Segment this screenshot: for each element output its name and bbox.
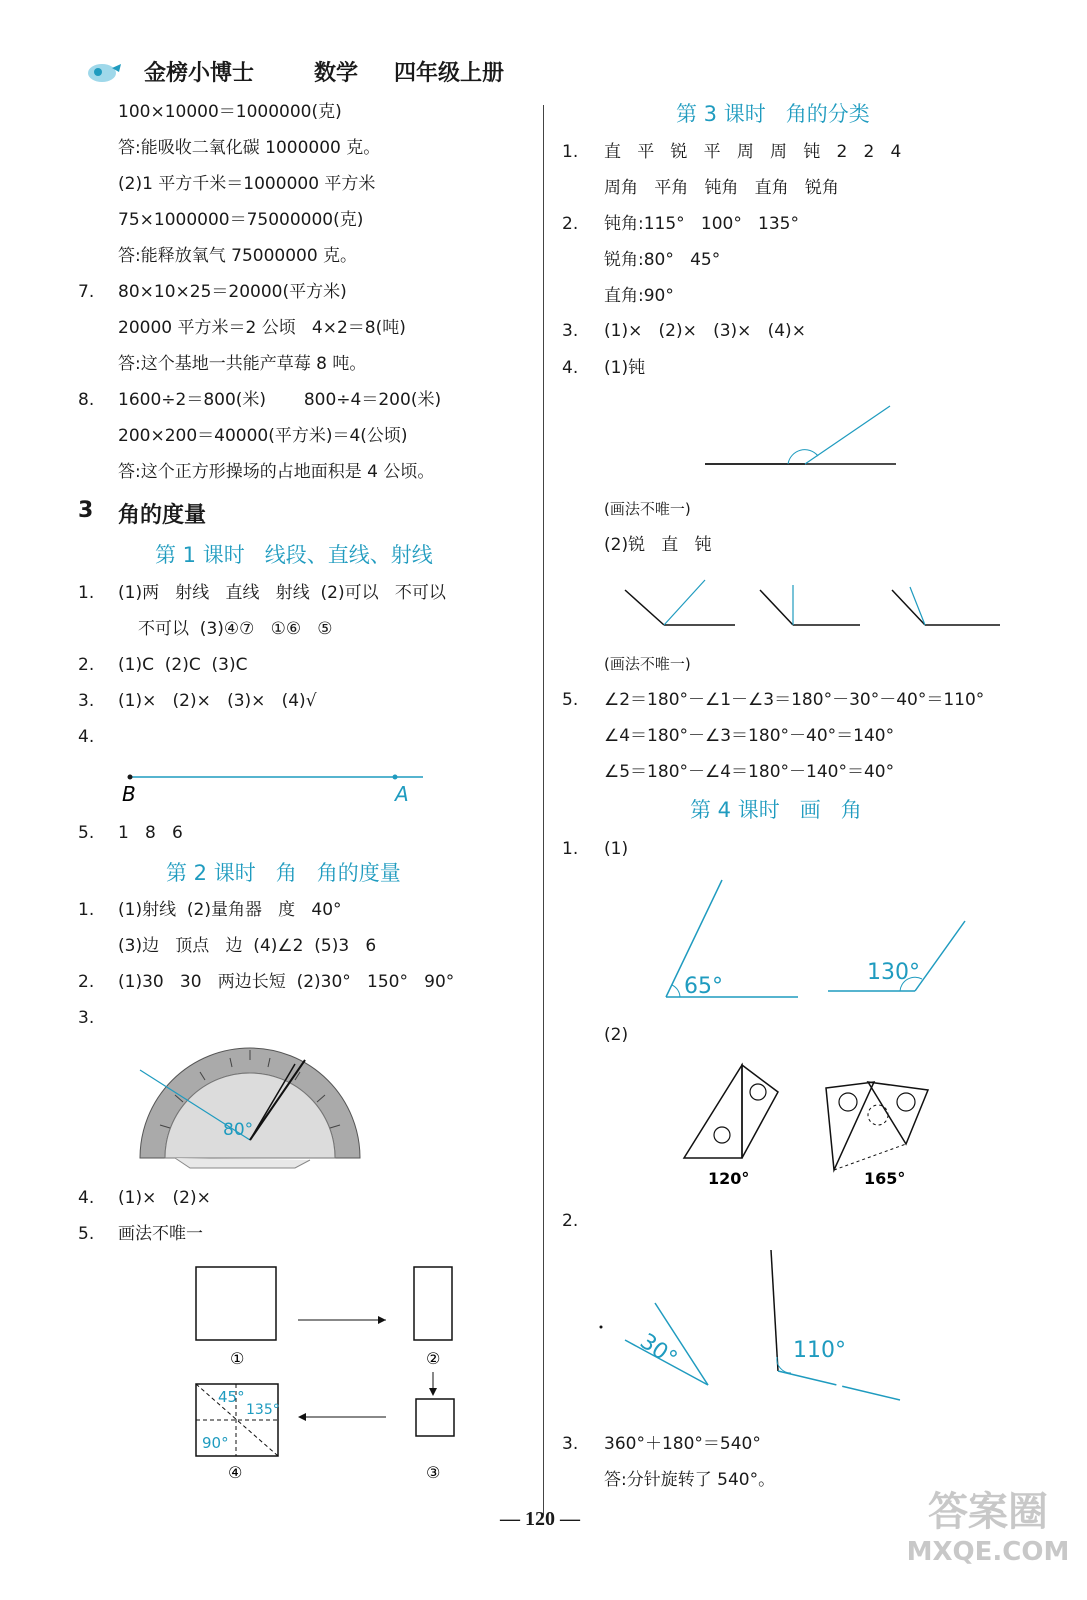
item-number: 2.: [562, 214, 579, 234]
answer-line: (1): [604, 839, 629, 859]
answer-line: 直 平 锐 平 周 周 钝 2 2 4: [604, 142, 902, 162]
answer-line: (1)两 射线 直线 射线 (2)可以 不可以: [118, 583, 446, 603]
answer-line: 200×200＝40000(平方米)＝4(公顷): [118, 426, 408, 446]
angle-130-label: 130°: [867, 960, 920, 985]
item-number: 5.: [78, 823, 95, 843]
answer-line: (1)× (2)× (3)× (4)√: [118, 691, 317, 711]
answer-line: 1600÷2＝800(米) 800÷4＝200(米): [118, 390, 442, 410]
answer-line: 80×10×25＝20000(平方米): [118, 282, 347, 302]
draw-angles-figure-1: [660, 875, 970, 1005]
obtuse-angle-figure: [700, 400, 900, 475]
header-subject: 数学: [314, 61, 359, 86]
draw-angles-figure-2: [595, 1245, 905, 1415]
answer-line: (2): [604, 1025, 629, 1045]
answer-line: (1)射线 (2)量角器 度 40°: [118, 900, 342, 920]
answer-line: 答:能吸收二氧化碳 1000000 克。: [118, 138, 381, 158]
lesson-title: 第 2 课时 角 角的度量: [166, 861, 401, 885]
answer-line: (画法不唯一): [604, 500, 691, 518]
answer-line: 20000 平方米＝2 公顷 4×2＝8(吨): [118, 318, 406, 338]
fig-label-3: ③: [426, 1463, 441, 1482]
answer-line: 答:这个正方形操场的占地面积是 4 公顷。: [118, 462, 435, 482]
answer-line: 周角 平角 钝角 直角 锐角: [604, 178, 839, 198]
answer-line: (1)C (2)C (3)C: [118, 655, 248, 675]
answer-line: (画法不唯一): [604, 655, 691, 673]
angle-types-figure: [620, 575, 1005, 630]
item-number: 2.: [78, 972, 95, 992]
answer-line: 钝角:115° 100° 135°: [604, 214, 799, 234]
answer-line: (1)30 30 两边长短 (2)30° 150° 90°: [118, 972, 455, 992]
angle-135-label: 135°: [246, 1402, 280, 1418]
item-number: 3.: [78, 691, 95, 711]
item-number: 5.: [78, 1224, 95, 1244]
chapter-number: 3: [78, 498, 94, 523]
answer-line: ∠5＝180°－∠4＝180°－140°＝40°: [604, 762, 895, 782]
answer-line: (1)钝: [604, 358, 646, 378]
label-a: A: [395, 782, 409, 806]
label-b: B: [122, 782, 136, 806]
answer-line: 直角:90°: [604, 286, 674, 306]
angle-110-label: 110°: [793, 1338, 846, 1363]
item-number: 3.: [562, 321, 579, 341]
page-number-value: 120: [525, 1508, 555, 1530]
answer-line: 答:这个基地一共能产草莓 8 吨。: [118, 354, 367, 374]
ray-figure: [118, 765, 438, 810]
answer-line: 75×1000000＝75000000(克): [118, 210, 364, 230]
answer-line: (1)× (2)× (3)× (4)×: [604, 321, 806, 341]
angle-165-label: 165°: [864, 1169, 906, 1188]
fig-label-1: ①: [230, 1349, 245, 1368]
answer-line: 答:分针旋转了 540°。: [604, 1470, 776, 1490]
page-number: — 120 —: [500, 1508, 580, 1530]
item-number: 7.: [78, 282, 95, 302]
item-number: 1.: [562, 839, 579, 859]
answer-line: (1)× (2)×: [118, 1188, 211, 1208]
angle-65-label: 65°: [684, 974, 723, 999]
answer-line: 100×10000＝1000000(克): [118, 102, 342, 122]
item-number: 1.: [78, 900, 95, 920]
watermark-bottom: MXQE.COM: [906, 1537, 1070, 1567]
answer-line: (2)锐 直 钝: [604, 535, 712, 555]
protractor-label: 80°: [223, 1120, 254, 1140]
angle-90-label: 90°: [202, 1434, 229, 1452]
lesson-title: 第 4 课时 画 角: [690, 798, 862, 822]
item-number: 8.: [78, 390, 95, 410]
lesson-title: 第 3 课时 角的分类: [676, 102, 870, 126]
fig-label-4: ④: [228, 1463, 243, 1482]
answer-line: 锐角:80° 45°: [604, 250, 721, 270]
item-number: 1.: [78, 583, 95, 603]
fig-label-2: ②: [426, 1349, 441, 1368]
item-number: 3.: [562, 1434, 579, 1454]
triangle-ruler-figure: [680, 1060, 940, 1195]
answer-line: (2)1 平方千米＝1000000 平方米: [118, 174, 376, 194]
answer-line: ∠4＝180°－∠3＝180°－40°＝140°: [604, 726, 895, 746]
square-1: [196, 1267, 276, 1340]
answer-line: 不可以 (3)④⑦ ①⑥ ⑤: [138, 619, 333, 639]
item-number: 4.: [78, 727, 95, 747]
answer-line: 答:能释放氧气 75000000 克。: [118, 246, 358, 266]
chapter-title: 角的度量: [118, 503, 207, 528]
angle-30-label: 30°: [635, 1329, 682, 1372]
item-number: 3.: [78, 1008, 95, 1028]
point-b: [128, 775, 133, 780]
square-3: [416, 1399, 454, 1436]
column-divider: [543, 105, 544, 1515]
watermark: [898, 1488, 1078, 1593]
answer-line: ∠2＝180°－∠1－∠3＝180°－30°－40°＝110°: [604, 690, 985, 710]
angle-45-label: 45°: [218, 1388, 245, 1406]
item-number: 1.: [562, 142, 579, 162]
item-number: 4.: [78, 1188, 95, 1208]
protractor-figure: [135, 1040, 365, 1170]
logo-icon: [86, 58, 122, 84]
item-number: 4.: [562, 358, 579, 378]
folding-figure: [190, 1262, 470, 1490]
header-brand: 金榜小博士: [144, 61, 255, 86]
watermark-top: 答案圈: [928, 1489, 1048, 1535]
answer-line: 画法不唯一: [118, 1224, 203, 1244]
answer-line: 360°＋180°＝540°: [604, 1434, 761, 1454]
lesson-title: 第 1 课时 线段、直线、射线: [155, 543, 433, 567]
header-grade: 四年级上册: [394, 61, 505, 86]
angle-120-label: 120°: [708, 1169, 750, 1188]
answer-line: (3)边 顶点 边 (4)∠2 (5)3 6: [118, 936, 377, 956]
item-number: 2.: [78, 655, 95, 675]
answer-line: 1 8 6: [118, 823, 183, 843]
point-a: [393, 775, 398, 780]
rect-2: [414, 1267, 452, 1340]
item-number: 5.: [562, 690, 579, 710]
item-number: 2.: [562, 1211, 579, 1231]
